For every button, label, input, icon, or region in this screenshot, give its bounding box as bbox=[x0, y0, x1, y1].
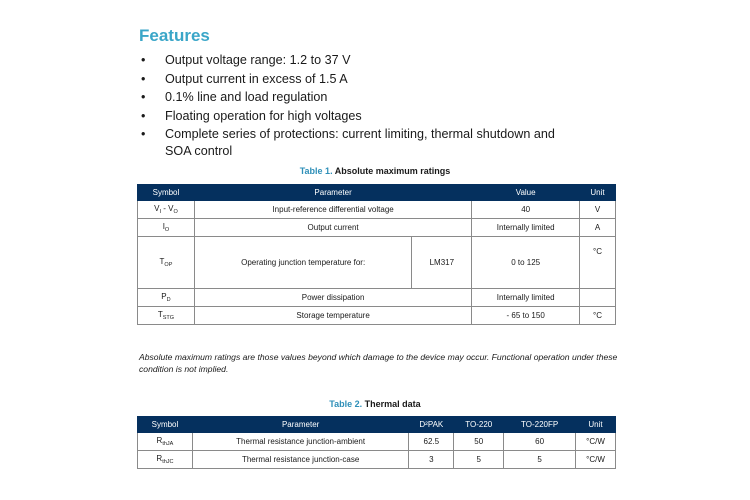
header-parameter: Parameter bbox=[192, 417, 408, 433]
to220fp-cell: 5 bbox=[504, 451, 576, 469]
header-parameter: Parameter bbox=[194, 185, 471, 201]
symbol-cell: $T_{OP}$ bbox=[138, 237, 195, 289]
parameter-cell: Output current bbox=[194, 219, 471, 237]
table1-caption-text: Absolute maximum ratings bbox=[334, 166, 451, 176]
header-unit: Unit bbox=[576, 417, 616, 433]
table-row bbox=[138, 237, 616, 289]
header-symbol: Symbol bbox=[138, 185, 195, 201]
bullet-icon: • bbox=[141, 71, 146, 86]
feature-text: Floating operation for high voltages bbox=[165, 108, 362, 123]
feature-text: Output current in excess of 1.5 A bbox=[165, 71, 348, 86]
table1-caption-number: Table 1. bbox=[299, 166, 333, 176]
feature-item bbox=[139, 126, 569, 160]
parameter-cell: Operating junction temperature for: bbox=[194, 237, 411, 289]
ratings-note: Absolute maximum ratings are those values beyond which damage to the device may occur. Functional operation under these condition is not implied. bbox=[139, 352, 618, 374]
header-symbol: Symbol bbox=[138, 417, 193, 433]
symbol-cell: $I_O$ bbox=[138, 219, 195, 237]
header-value: Value bbox=[472, 185, 580, 201]
table2-caption-text: Thermal data bbox=[364, 399, 421, 409]
to220fp-cell: 60 bbox=[504, 433, 576, 451]
table2-caption-number: Table 2. bbox=[329, 399, 363, 409]
table-row bbox=[138, 451, 616, 469]
symbol-cell: $V_I - V_O$ bbox=[138, 201, 195, 219]
table2-caption bbox=[0, 399, 750, 409]
unit-cell: A bbox=[580, 219, 616, 237]
table-row bbox=[138, 307, 616, 325]
unit-cell: °C bbox=[580, 307, 616, 325]
bullet-icon: • bbox=[141, 90, 146, 104]
device-cell: LM317 bbox=[412, 237, 472, 289]
feature-item bbox=[139, 108, 569, 125]
to220-cell: 50 bbox=[454, 433, 504, 451]
symbol-cell: $R_{thJC}$ bbox=[138, 451, 193, 469]
table1-caption bbox=[0, 166, 750, 176]
unit-cell: V bbox=[580, 201, 616, 219]
feature-item bbox=[139, 52, 569, 69]
parameter-cell: Thermal resistance junction-case bbox=[192, 451, 408, 469]
table-row bbox=[138, 289, 616, 307]
header-to220fp: TO-220FP bbox=[504, 417, 576, 433]
unit-cell bbox=[580, 289, 616, 307]
bullet-icon: • bbox=[141, 108, 146, 123]
header-to220: TO-220 bbox=[454, 417, 504, 433]
table-row bbox=[138, 433, 616, 451]
symbol-cell: $T_{STG}$ bbox=[138, 307, 195, 325]
symbol-cell: $R_{thJA}$ bbox=[138, 433, 193, 451]
features-list bbox=[139, 52, 569, 162]
feature-item bbox=[139, 89, 569, 106]
unit-cell: °C/W bbox=[576, 451, 616, 469]
parameter-cell: Storage temperature bbox=[194, 307, 471, 325]
header-d2pak: D²PAK bbox=[409, 417, 454, 433]
parameter-cell: Power dissipation bbox=[194, 289, 471, 307]
to220-cell: 5 bbox=[454, 451, 504, 469]
value-cell: - 65 to 150 bbox=[472, 307, 580, 325]
feature-text: Complete series of protections: current limiting, thermal shutdown and SOA control bbox=[165, 127, 555, 158]
value-cell: 40 bbox=[472, 201, 580, 219]
table-row bbox=[138, 201, 616, 219]
value-cell: Internally limited bbox=[472, 219, 580, 237]
symbol-cell: $P_D$ bbox=[138, 289, 195, 307]
table-row bbox=[138, 219, 616, 237]
parameter-cell: Input-reference differential voltage bbox=[194, 201, 471, 219]
absolute-max-ratings-table bbox=[137, 184, 616, 325]
value-cell: 0 to 125 bbox=[472, 237, 580, 289]
value-cell: Internally limited bbox=[472, 289, 580, 307]
d2pak-cell: 3 bbox=[409, 451, 454, 469]
unit-cell: °C/W bbox=[576, 433, 616, 451]
feature-item bbox=[139, 71, 569, 88]
table-header-row bbox=[138, 185, 616, 201]
unit-cell: °C bbox=[580, 237, 616, 289]
thermal-data-table bbox=[137, 416, 616, 469]
parameter-cell: Thermal resistance junction-ambient bbox=[192, 433, 408, 451]
header-unit: Unit bbox=[580, 185, 616, 201]
table-header-row bbox=[138, 417, 616, 433]
feature-text: Output voltage range: 1.2 to 37 V bbox=[165, 53, 351, 67]
feature-text: 0.1% line and load regulation bbox=[165, 90, 328, 104]
bullet-icon: • bbox=[141, 127, 146, 141]
features-heading: Features bbox=[139, 26, 210, 45]
bullet-icon: • bbox=[141, 53, 146, 67]
d2pak-cell: 62.5 bbox=[409, 433, 454, 451]
